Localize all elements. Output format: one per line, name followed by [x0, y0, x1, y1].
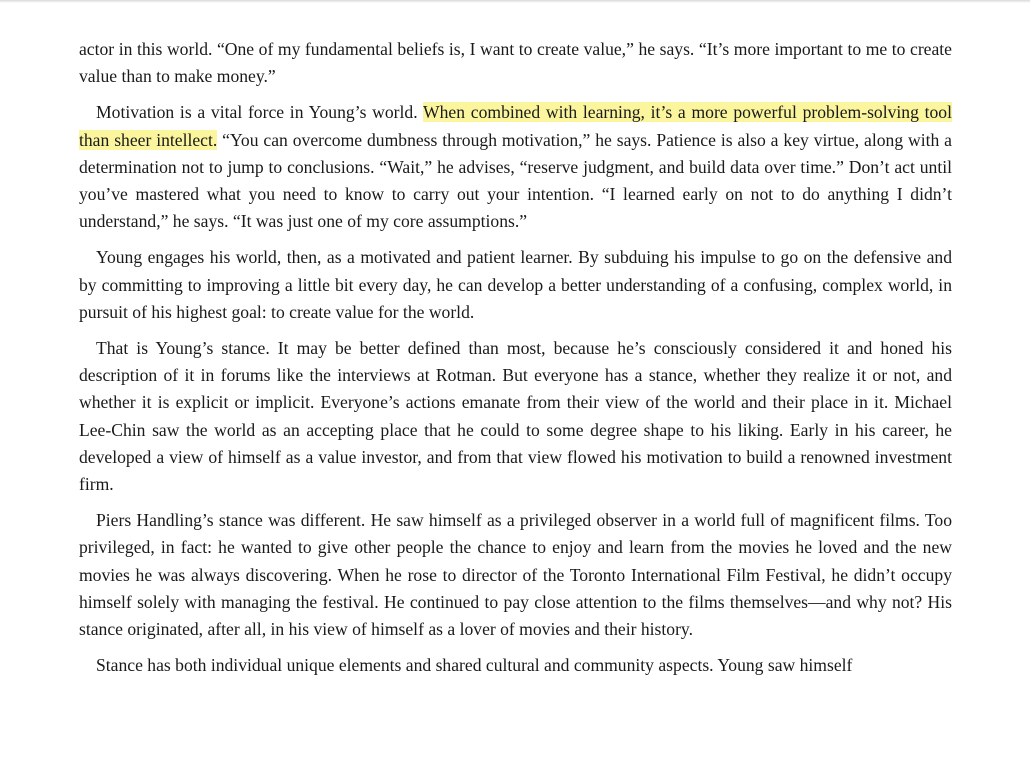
reader-page[interactable] [79, 36, 952, 688]
highlighted-passage[interactable]: When combined with learning, it’s a more powerful problem-solving tool than sheer intellect. [79, 102, 952, 150]
window-top-edge [0, 0, 1030, 3]
paragraph-3: Young engages his world, then, as a motivated and patient learner. By subduing his impulse to go on the defensive and by committing to improving a little bit every day, he can develop a better understanding of a confusing, complex world, in pursuit of his highest goal: to create value for the world. [79, 247, 952, 322]
page-bottom-fade [0, 751, 1030, 765]
paragraph-2-lead: Motivation is a vital force in Young’s world. [96, 102, 424, 123]
paragraph-4: That is Young’s stance. It may be better defined than most, because he’s consciously considered it and honed his description of it in forums like the interviews at Rotman. But everyone has a stance, whether they realize it or not, and whether it is explicit or implicit. Everyone’s actions emanate from their view of the world and their place in it. Michael Lee-Chin saw the world as an accepting place that he could to some degree shape to his liking. Early in his career, he developed a view of himself as a value investor, and from that view flowed his motivation to build a renowned investment firm. [79, 338, 952, 495]
paragraph-6: Stance has both individual unique elements and shared cultural and community aspects. Young saw himself [96, 655, 853, 676]
paragraph-5: Piers Handling’s stance was different. He saw himself as a privileged observer in a world full of magnificent films. Too privileged, in fact: he wanted to give other people the chance to enjoy and learn from the movies he loved and the new movies he was always discovering. When he rose to director of the Toronto International Film Festival, he didn’t occupy himself solely with managing the festival. He continued to pay close attention to the films themselves—and why not? His stance originated, after all, in his view of himself as a lover of movies and their history. [79, 510, 952, 640]
paragraph-1: actor in this world. “One of my fundamental beliefs is, I want to create value,” he says. “It’s more important to me to create value than to make money.” [79, 39, 952, 87]
paragraph-2 [79, 99, 952, 235]
paragraph-2-rest: “You can overcome dumbness through motivation,” he says. Patience is also a key virtue, along with a determination not to jump to conclusions. “Wait,” he advises, “reserve judgment, and build data over time.” Don’t act until you’ve mastered what you need to know to carry out your intention. “I learned early on not to do anything I didn’t understand,” he says. “It was just one of my core assumptions.” [79, 129, 952, 232]
